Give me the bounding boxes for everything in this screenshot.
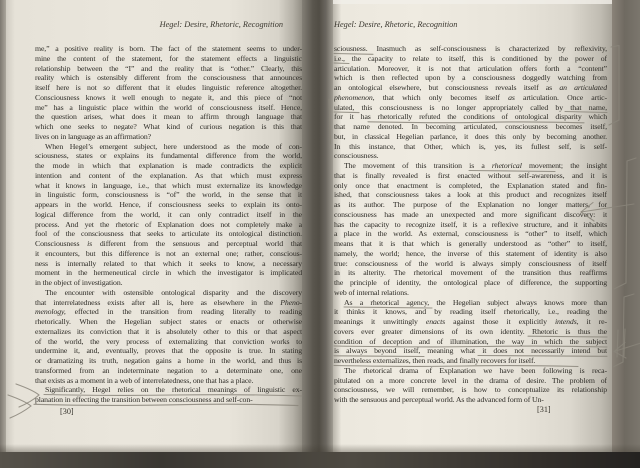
text-line: it encounters, but this difference is not an external one; rather, conscious- (35, 248, 302, 258)
text-line: consciousness has made an unexpected and more significant discovery: it (334, 209, 607, 219)
text-line: namely, the world; hence, the inverse of this statement of identity is also (334, 248, 607, 258)
text-line: i.e., the capacity to relate to itself, this is conditioned by the power of (334, 53, 607, 63)
page-number-right: [31] (537, 405, 551, 414)
scan-bottom-edge (0, 452, 640, 468)
text-line: Consciousness knows it well enough to negate it, and this piece of “not (35, 92, 302, 102)
text-line: meanings it unwittingly enacts against those it explicitly intends, it re- (334, 317, 607, 326)
text-line: in its alterity. The rhetorical movement of the transition thus reaffirms (334, 268, 607, 278)
text-line: moment in the hermeneutical circle in which the investigator is implicated (35, 268, 302, 278)
text-line: articulation. Moreover, it is not that articulation offers forth a “content” (334, 63, 607, 73)
text-line: logical difference from the world, it can only contradict itself in the (35, 209, 302, 219)
text-line: true: consciousness of the world is always simply consciousness of itself (334, 258, 607, 268)
text-line: mine the content of the statement, for the statement effects a linguistic (35, 53, 302, 63)
text-line: The encounter with ostensible ontological disparity and the discovery (45, 287, 302, 297)
text-line: fool of the consciousness that seeks to articulate its ontological distinction. (35, 229, 302, 239)
page-top-edge (333, 0, 612, 4)
text-line: As a rhetorical agency, the Hegelian subject always knows more than (344, 297, 607, 307)
text-line: the mode in which that explanation is made contradicts the explicit (35, 161, 302, 170)
text-line: pitulated on a more concrete level in the drama of desire. The problem of (334, 375, 607, 385)
text-line: of the world, the very process of externalizing that conviction works to (35, 336, 302, 346)
paragraph (334, 366, 607, 405)
text-line: process. And yet the rhetoric of Explanation does not completely make a (35, 219, 302, 229)
text-line: which is then reflected upon by a consciousness doggedly watching from (334, 73, 607, 83)
left-page-text (35, 44, 302, 405)
scan-right-edge (612, 0, 640, 468)
paragraph (35, 385, 302, 405)
text-line: only once that enactment is completed, the Explanation stated and fin- (334, 180, 607, 190)
right-page-text (334, 44, 607, 405)
text-line: or dramatizing its truth, negation gains a home in the world, and thus is (35, 356, 302, 365)
text-line: sciousness, states or explains its fundamental difference from the world, (35, 151, 302, 161)
text-line: The rhetorical drama of Explanation we have been following is reca- (344, 365, 607, 375)
text-line: with the sensuous and perceptual world. As the advanced form of Un- (334, 395, 544, 404)
text-line: Significantly, Hegel relies on the rhetorical meanings of linguistic ex- (45, 385, 302, 395)
text-line: as its author. The purpose of the Explanation no longer matters, for (334, 200, 607, 209)
text-line: in linguistic form, consciousness is “of” the world, in the sense that it (35, 190, 302, 200)
text-line: itself here is not so different that it eludes linguistic reference altogether. (35, 83, 302, 92)
text-line: means that it is that which is generally understood as “other” to itself, (334, 239, 607, 248)
text-line: that exists as a moment in a web of interrelatedness, one that has a place. (35, 375, 254, 385)
text-line: reality which is ostensibly different from the consciousness that announces (35, 73, 302, 83)
text-line: covers ever greater dimensions of its own identity. Rhetoric is thus the (334, 326, 607, 336)
text-line: me,” a positive reality is born. The fact of the statement seems to under- (35, 44, 302, 53)
text-line: ulated, this consciousness is no longer appropriately called by that name, (334, 102, 607, 112)
text-line: intention and content of the explanation. As that which must express (35, 170, 302, 180)
paragraph (334, 161, 607, 298)
text-line: nevertheless externalizes, then reads, and finally recovers for itself. (334, 356, 536, 365)
text-line: consciousness. (334, 151, 379, 161)
text-line: a place in the world. As external, consciousness is “other” to itself, which (334, 229, 607, 239)
text-line: externalizes its conviction that it is absolutely other to this or that aspect (35, 326, 302, 336)
text-line: relationship between the “I” and the reality that is “other.” Clearly, this (35, 63, 302, 73)
paragraph (334, 298, 607, 366)
text-line: is always beyond itself, meaning what it does not necessarily intend but (334, 346, 607, 356)
text-line: rhetorically. When the Hegelian subject states or enacts or otherwise (35, 317, 302, 326)
text-line: lives on in language as an affirmation? (35, 131, 151, 141)
text-line: for it has rhetorically refuted the conditions of ontological disparity which (334, 112, 607, 122)
text-line: that is finally revealed is first enacted without self-awareness, and it is (334, 170, 607, 180)
text-line: When Hegel’s emergent subject, here understood as the mode of con- (45, 141, 302, 151)
text-line: in the object of investigation. (35, 278, 123, 287)
text-line: the principle of identity, the ontological place of difference, the supporting (334, 278, 607, 287)
text-line: the question arises, what does it mean to affirm through language that (35, 112, 302, 122)
text-line: but, in classical Hegelian parlance, it does this only by becoming another. (334, 131, 607, 141)
text-line: The movement of this transition is a rhetorical movement; the insight (344, 161, 607, 170)
text-line: transformed from an indeterminate negation to a determinate one, one (35, 365, 302, 375)
page-number-left: [30] (60, 407, 74, 416)
text-line: menology, effected in the transition from reading literally to reading (35, 307, 302, 317)
gutter-shadow (302, 0, 333, 452)
text-line: phenomenon, that which only becomes itself as articulation. Once artic- (334, 92, 607, 102)
text-line: what it knows in language, i.e., that which must externalize its knowledge (35, 180, 302, 190)
text-line: that name denoted. In becoming articulated, consciousness becomes itself, (334, 122, 607, 131)
paragraph (35, 288, 302, 386)
text-line: In this instance, that Other, which is, yes, its fullest self, is self- (334, 141, 607, 151)
paragraph (35, 142, 302, 288)
running-header-right: Hegel: Desire, Rhetoric, Recognition (334, 20, 458, 29)
text-line: has the capacity to recognize itself, it is a reflexive structure, and it inhabits (334, 219, 607, 229)
paragraph (334, 44, 607, 161)
text-line: planation in effecting the transition between consciousness and self-con- (35, 395, 253, 404)
paragraph (35, 44, 302, 142)
text-line: ness is internally related to that which it seeks to know, a necessary (35, 258, 302, 268)
text-line: consciousness, we will remember, is how to conceptualize its relationship (334, 385, 607, 395)
text-line: it thinks it knows, and by reading itself rhetorically, i.e., reading the (334, 307, 607, 317)
text-line: an ontological elsewhere, but consciousness reveals itself as an articulated (334, 83, 607, 92)
text-line: that interrelatedness exists after all is, here as elsewhere in the Pheno- (35, 297, 302, 307)
text-line: me” has a linguistic place within the world of consciousness itself. Hence, (35, 102, 302, 112)
text-line: sciousness. Inasmuch as self-consciousness is characterized by reflexivity, (334, 44, 607, 53)
text-line: appears in the world. Hence, if consciousness seeks to explain its onto- (35, 200, 302, 209)
text-line: undermine it, and, eventually, proves that the opposite is true. In stating (35, 346, 302, 356)
text-line: web of internal relations. (334, 287, 409, 297)
text-line: condition of deception and of illumination, the way in which the subject (334, 336, 607, 346)
text-line: ished, that consciousness takes a look at this product and recognizes itself (334, 190, 607, 200)
running-header-left: Hegel: Desire, Rhetoric, Recognition (159, 20, 283, 29)
text-line: Consciousness is different from the sensuous and perceptual world that (35, 239, 302, 248)
text-line: which one seeks to negate? What kind of curious negation is this that (35, 122, 302, 131)
page-bottom-shadow (0, 444, 640, 452)
